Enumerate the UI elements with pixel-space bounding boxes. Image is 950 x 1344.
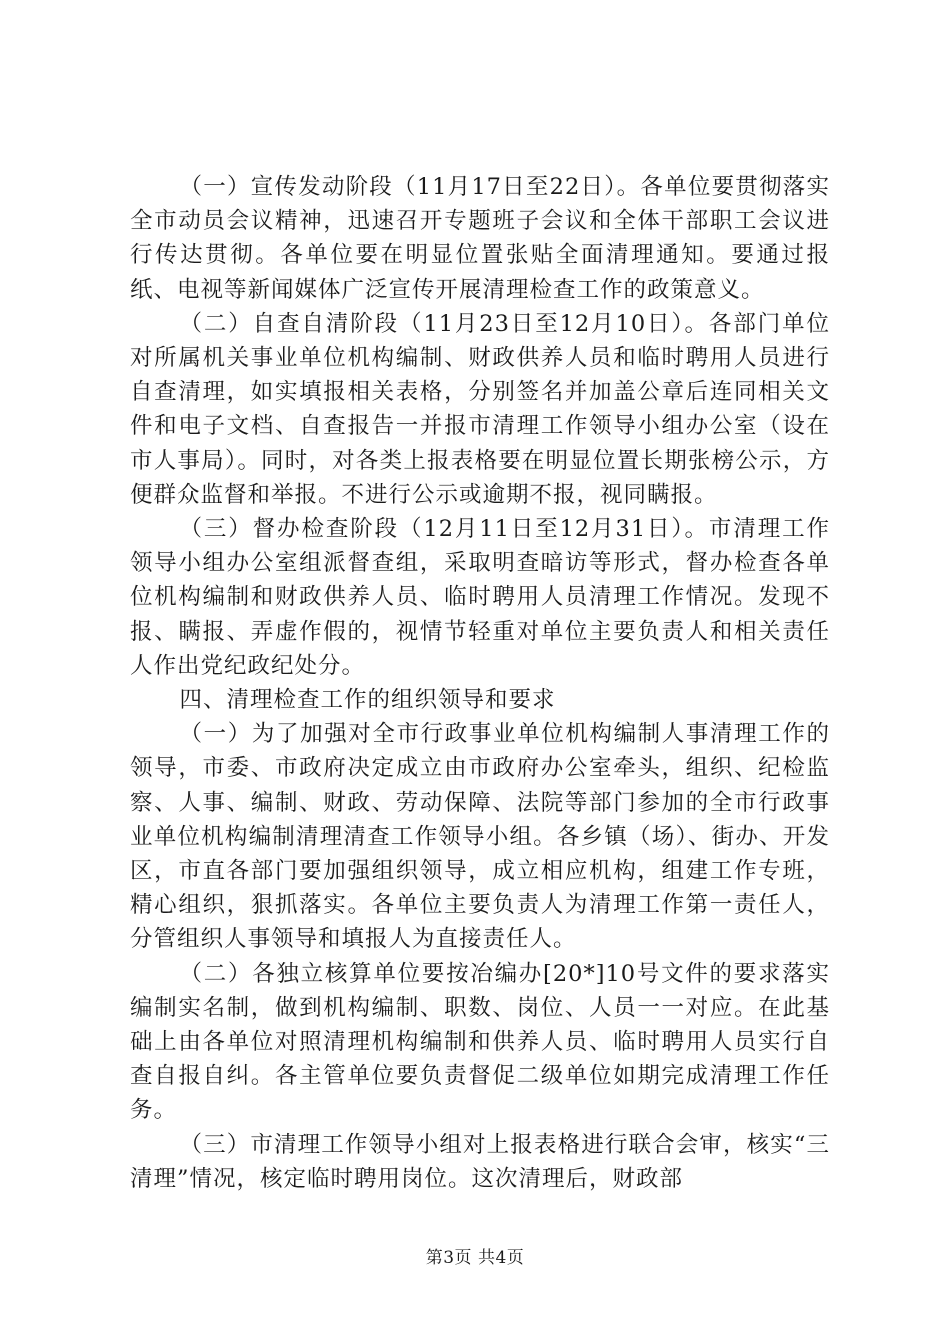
paragraph-real-name-system: （二）各独立核算单位要按冶编办[20*]10号文件的要求落实编制实名制，做到机构编制、职数、岗位、人员一一对应。在此基础上由各单位对照清理机构编制和供养人员、临时聘用人员实行自查自报自纠。各主管单位要负责督促二级单位如期完成清理工作任务。 [130,960,830,1124]
section-heading-organization: 四、清理检查工作的组织领导和要求 [179,687,556,714]
page-number-footer: 第3页 共4页 [425,1248,525,1268]
paragraph-supervision-stage: （三）督办检查阶段（12月11日至12月31日）。市清理工作领导小组办公室组派督查组，采取明查暗访等形式，督办检查各单位机构编制和财政供养人员、临时聘用人员清理工作情况。发现不报、瞒报、弄虚作假的，视情节轻重对单位主要负责人和相关责任人作出党纪政纪处分。 [130,516,830,679]
paragraph-leadership-group: （一）为了加强对全市行政事业单位机构编制人事清理工作的领导，市委、市政府决定成立由市政府办公室牵头，组织、纪检监察、人事、编制、财政、劳动保障、法院等部门参加的全市行政事业单位机构编制清理清查工作领导小组。各乡镇（场）、街办、开发区，市直各部门要加强组织领导，成立相应机构，组建工作专班，精心组织，狠抓落实。各单位主要负责人为清理工作第一责任人，分管组织人事领导和填报人为直接责任人。 [130,721,830,953]
paragraph-publicity-stage: （一）宣传发动阶段（11月17日至22日）。各单位要贯彻落实全市动员会议精神，迅速召开专题班子会议和全体干部职工会议进行传达贯彻。各单位要在明显位置张贴全面清理通知。要通过报纸、电视等新闻媒体广泛宣传开展清理检查工作的政策意义。 [130,174,830,303]
paragraph-self-check-stage: （二）自查自清阶段（11月23日至12月10日）。各部门单位对所属机关事业单位机构编制、财政供养人员和临时聘用人员进行自查清理，如实填报相关表格，分别签名并加盖公章后连同相关文件和电子文档、自查报告一并报市清理工作领导小组办公室（设在市人事局）。同时，对各类上报表格要在明显位置长期张榜公示，方便群众监督和举报。不进行公示或逾期不报，视同瞒报。 [130,310,830,508]
document-body [130,170,830,1196]
paragraph-joint-review: （三）市清理工作领导小组对上报表格进行联合会审，核实“三清理”情况，核定临时聘用岗位。这次清理后，财政部 [130,1131,830,1192]
